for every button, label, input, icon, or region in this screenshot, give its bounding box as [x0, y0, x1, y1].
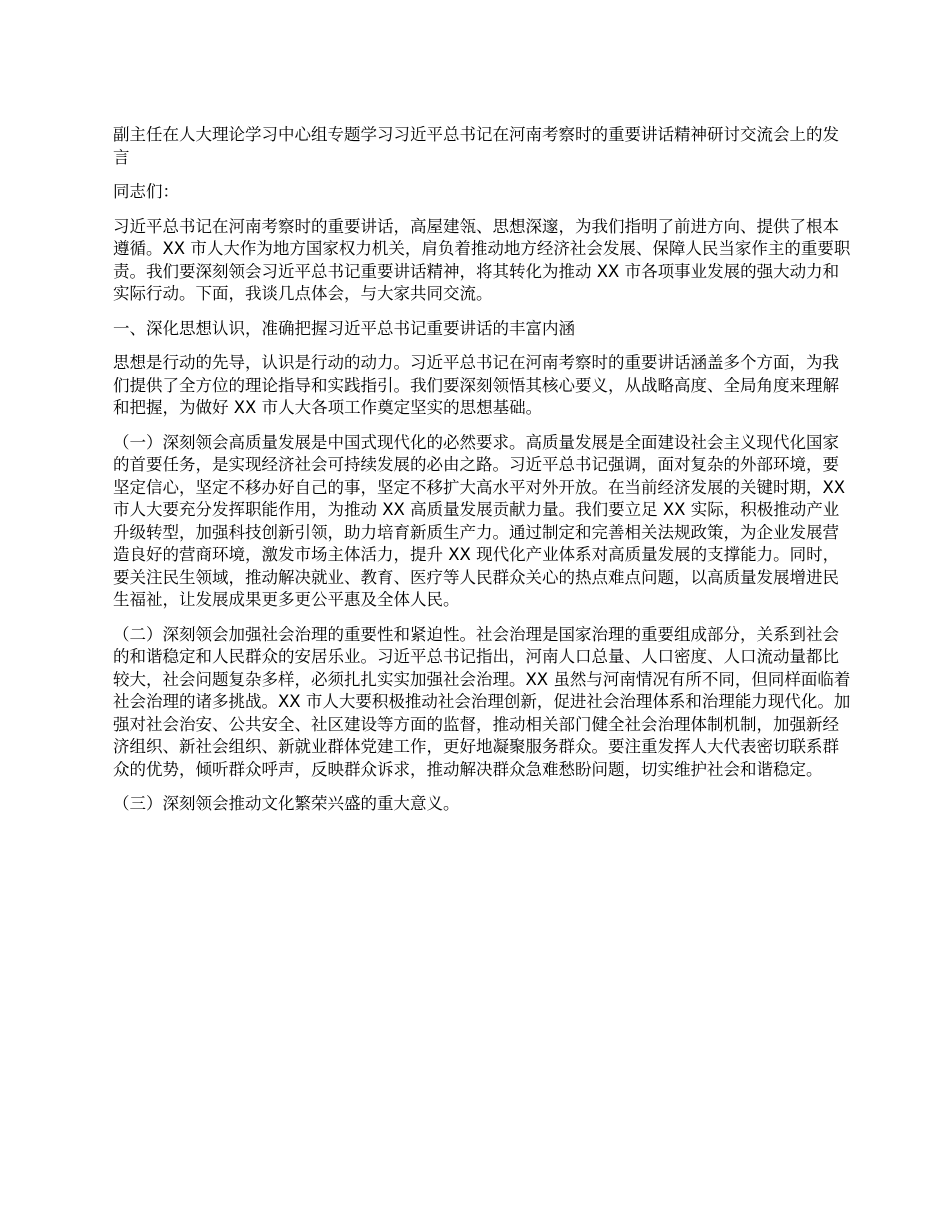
paragraph-subsection-2: （二）深刻领会加强社会治理的重要性和紧迫性。社会治理是国家治理的重要组成部分，关系到社会的和谐稳定和人民群众的安居乐业。习近平总书记指出，河南人口总量、人口密度、人口流动量都比较大，社会问题复杂多样，必须扎扎实实加强社会治理。XX 虽然与河南情况有所不同，但同样面临着社会治理的诸多挑战。XX 市人大要积极推动社会治理创新，促进社会治理体系和治理能力现代化。加强对社会治安、公共安全、社区建设等方面的监督，推动相关部门健全社会治理体制机制，加强新经济组织、新社会组织、新就业群体党建工作，更好地凝聚服务群众。要注重发挥人大代表密切联系群众的优势，倾听群众呼声，反映群众诉求，推动解决群众急难愁盼问题，切实维护社会和谐稳定。 [113, 624, 851, 779]
paragraph-subsection-1: （一）深刻领会高质量发展是中国式现代化的必然要求。高质量发展是全面建设社会主义现代化国家的首要任务，是实现经济社会可持续发展的必由之路。习近平总书记强调，面对复杂的外部环境，要坚定信心，坚定不移办好自己的事，坚定不移扩大高水平对外开放。在当前经济发展的关键时期，XX 市人大要充分发挥职能作用，为推动 XX 高质量发展贡献力量。我们要立足 XX 实际，积极推动产业升级转型，加强科技创新引领，助力培育新质生产力。通过制定和完善相关法规政策，为企业发展营造良好的营商环境，激发市场主体活力，提升 XX 现代化产业体系对高质量发展的支撑能力。同时，要关注民生领域，推动解决就业、教育、医疗等人民群众关心的热点难点问题，以高质量发展增进民生福祉，让发展成果更多更公平惠及全体人民。 [113, 432, 846, 609]
document-title: 副主任在人大理论学习中心组专题学习习近平总书记在河南考察时的重要讲话精神研讨交流会上的发言 [113, 125, 839, 167]
paragraph-intro: 习近平总书记在河南考察时的重要讲话，高屋建瓴、思想深邃，为我们指明了前进方向、提供了根本遵循。XX 市人大作为地方国家权力机关，肩负着推动地方经济社会发展、保障人民当家作主的重要职责。我们要深刻领会习近平总书记重要讲话精神，将其转化为推动 XX 市各项事业发展的强大动力和实际行动。下面，我谈几点体会，与大家共同交流。 [113, 216, 851, 303]
document-body [113, 124, 851, 828]
paragraph-section-1: 思想是行动的先导，认识是行动的动力。习近平总书记在河南考察时的重要讲话涵盖多个方面，为我们提供了全方位的理论指导和实践指引。我们要深刻领悟其核心要义，从战略高度、全局角度来理解和把握，为做好 XX 市人大各项工作奠定坚实的思想基础。 [113, 353, 839, 417]
paragraph-subsection-3: （三）深刻领会推动文化繁荣兴盛的重大意义。 [113, 794, 460, 813]
section-heading-1: 一、深化思想认识，准确把握习近平总书记重要讲话的丰富内涵 [113, 318, 575, 338]
greeting: 同志们： [113, 182, 179, 201]
